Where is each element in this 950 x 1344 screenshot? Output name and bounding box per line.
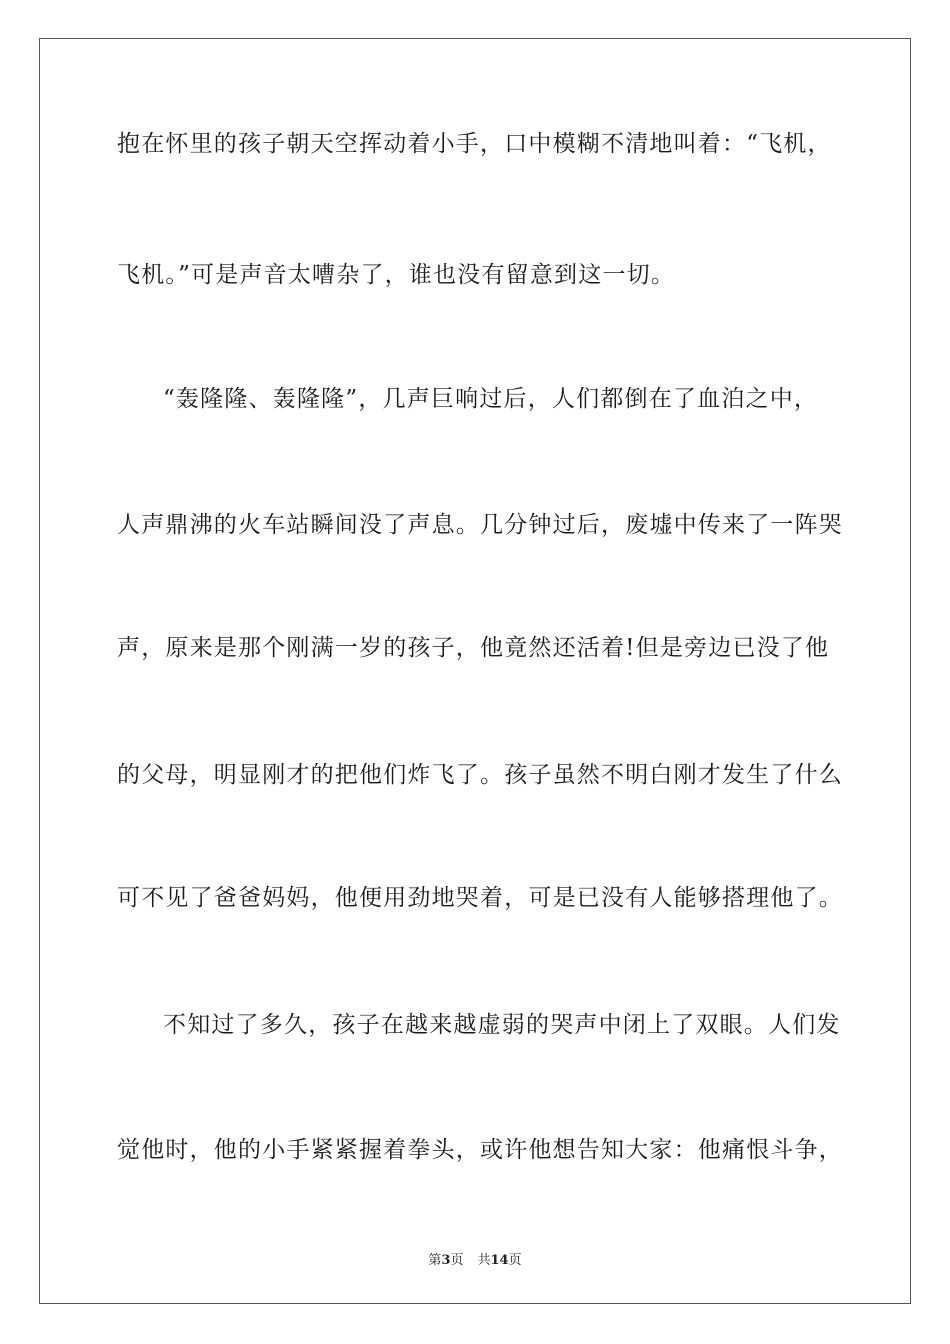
total-suffix: 页 xyxy=(508,1253,522,1268)
page-prefix: 第 xyxy=(428,1253,442,1268)
paragraph-start-line: 不知过了多久，孩子在越来越虚弱的哭声中闭上了双眼。人们发 xyxy=(163,1012,841,1038)
body-text-line: 抱在怀里的孩子朝天空挥动着小手，口中模糊不清地叫着：“飞机， xyxy=(117,131,832,157)
body-text-line: 飞机。”可是声音太嘈杂了，谁也没有留意到这一切。 xyxy=(117,262,676,288)
page-suffix: 页 xyxy=(450,1253,464,1268)
paragraph-start-line: “轰隆隆、轰隆隆”，几声巨响过后，人们都倒在了血泊之中， xyxy=(163,386,819,412)
body-text-line: 可不见了爸爸妈妈，他便用劲地哭着，可是已没有人能够搭理他了。 xyxy=(117,885,843,911)
body-text-line: 声，原来是那个刚满一岁的孩子，他竟然还活着!但是旁边已没了他 xyxy=(117,635,830,661)
total-pages: 14 xyxy=(490,1253,509,1268)
body-text-line: 人声鼎沸的火车站瞬间没了声息。几分钟过后，废墟中传来了一阵哭 xyxy=(117,512,843,538)
total-prefix: 共 xyxy=(477,1253,491,1268)
page-footer xyxy=(0,1249,950,1268)
page-number: 3 xyxy=(441,1253,451,1268)
body-text-line: 的父母，明显刚才的把他们炸飞了。孩子虽然不明白刚才发生了什么 xyxy=(117,762,843,788)
page-border xyxy=(39,38,911,1304)
body-text-line: 觉他时，他的小手紧紧握着拳头，或许他想告知大家：他痛恨斗争， xyxy=(117,1137,843,1163)
